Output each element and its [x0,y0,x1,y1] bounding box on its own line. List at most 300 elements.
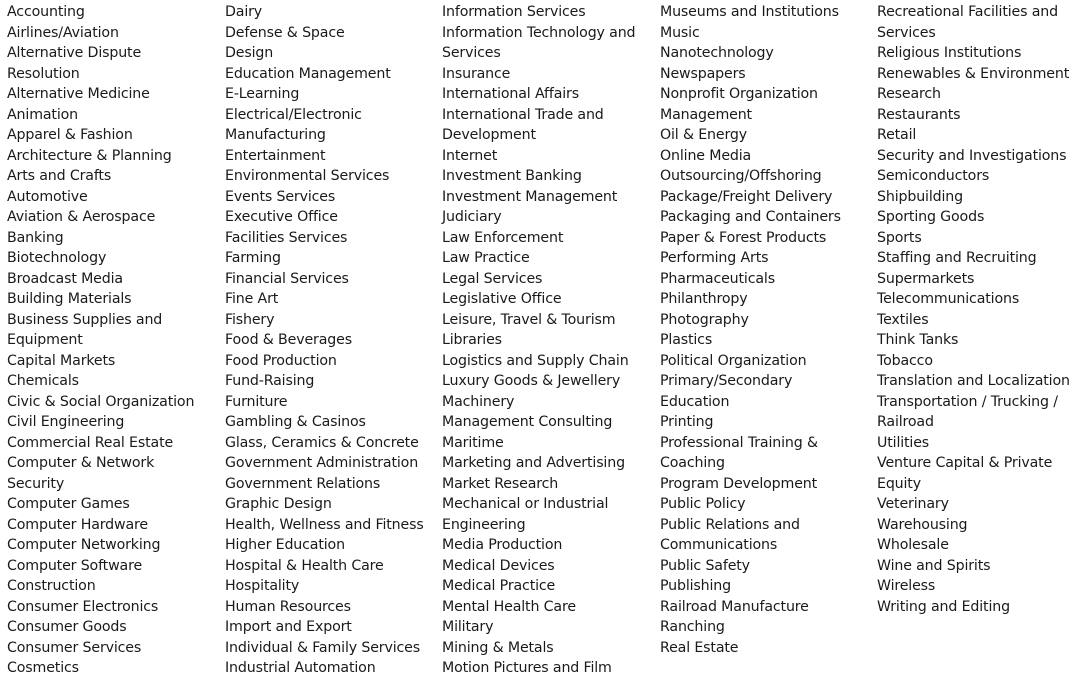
industry-item-text: Fine Art [225,291,279,307]
industry-item [442,597,635,618]
industry-item [442,64,635,85]
industry-item [660,556,841,577]
industry-item [225,474,424,495]
industry-item [877,269,1070,290]
industry-item [660,330,841,351]
industry-item-text: Veterinary [877,496,949,512]
industry-item [660,228,841,249]
industry-item-text: Machinery [442,393,515,410]
industry-item [225,494,424,515]
industry-item [7,351,194,372]
industry-item-text: Wholesale [877,537,949,553]
industry-item-text: Engineering [442,516,526,533]
industry-item-text: Consumer Goods [7,619,127,635]
industry-item-text: Research [877,86,941,102]
industry-item-text: Automotive [7,188,88,205]
industry-item-text: Dairy [225,4,263,20]
industry-item-text: Health, Wellness and Fitness [225,516,424,533]
industry-item-text: Museums and Institutions [660,4,839,20]
industry-item [7,228,194,249]
industry-item-text: Aviation & Aerospace [7,209,156,225]
industry-item-text: Executive Office [225,209,338,225]
industry-item [225,638,424,659]
industry-item [877,146,1070,167]
industry-item-text: Motion Pictures and Film [442,660,612,676]
industry-item-text: Public Policy [660,496,746,512]
industry-item-text: Transportation / Trucking / [877,393,1058,410]
industry-column-1 [7,2,194,679]
industry-item [442,84,635,105]
industry-item-text: Education [660,393,730,410]
industry-item-text: Law Enforcement [442,229,564,246]
industry-item [442,556,635,577]
industry-item [660,207,841,228]
industry-item-text: Individual & Family Services [225,639,420,656]
industry-item-text: Fishery [225,311,275,328]
industry-item-text: Civil Engineering [7,414,125,430]
industry-item-text: Coaching [660,455,725,471]
industry-item-text: Financial Services [225,270,349,287]
industry-item [877,2,1070,43]
industry-item-text: Luxury Goods & Jewellery [442,373,621,389]
industry-item-text: Industrial Automation [225,660,376,676]
industry-item-text: Utilities [877,434,930,451]
industry-item [225,146,424,167]
industry-item-text: Computer Games [7,496,130,512]
industry-item [7,2,194,23]
industry-item [442,105,635,146]
industry-item-text: Business Supplies and [7,311,163,328]
industry-item [660,166,841,187]
industry-item [660,494,841,515]
industry-item-text: Graphic Design [225,496,332,512]
industry-item-text: Hospitality [225,578,300,594]
industry-item-text: Supermarkets [877,270,975,287]
industry-item-text: Alternative Dispute [7,45,142,61]
industry-item-text: Performing Arts [660,250,769,266]
industry-item-text: Communications [660,537,778,553]
industry-item [877,289,1070,310]
industry-item-text: Computer Hardware [7,516,148,533]
industry-item-text: Computer Software [7,557,143,574]
industry-item [877,330,1070,351]
industry-item-text: Fund-Raising [225,373,315,389]
industry-item [7,289,194,310]
industry-item-text: Design [225,45,274,61]
industry-item-text: Public Relations and [660,516,800,533]
industry-item [225,289,424,310]
industry-item [442,2,635,23]
industry-item-text: Religious Institutions [877,45,1022,61]
industry-item [442,392,635,413]
industry-item [442,371,635,392]
industry-item-text: Medical Practice [442,578,556,594]
industry-item [660,64,841,85]
industry-item [225,658,424,679]
industry-item [7,535,194,556]
industry-item-text: Security and Investigations [877,147,1067,164]
industry-item-text: Arts and Crafts [7,168,112,184]
industry-column-3 [442,2,635,679]
industry-item-text: Judiciary [442,209,502,225]
industry-item [225,412,424,433]
industry-item [877,576,1070,597]
industry-item-text: Insurance [442,65,511,82]
industry-item [877,453,1070,494]
industry-item-text: Services [442,45,501,61]
industry-item [442,658,635,679]
industry-item-text: Investment Management [442,188,618,205]
industry-item-text: Tobacco [877,352,933,369]
industry-item [225,248,424,269]
industry-item [442,638,635,659]
industry-item-text: Outsourcing/Offshoring [660,168,822,184]
industry-item-text: Human Resources [225,598,351,615]
industry-item-text: Gambling & Casinos [225,414,366,430]
industry-item-text: Facilities Services [225,229,348,246]
industry-item [442,617,635,638]
industry-item [225,453,424,474]
industry-item-text: Alternative Medicine [7,86,150,102]
industry-item [877,494,1070,515]
industry-item [660,515,841,556]
industry-item-text: Investment Banking [442,168,582,184]
industry-item-text: Management [660,106,752,123]
industry-item-text: Public Safety [660,557,750,574]
industry-item [660,2,841,23]
industry-item-text: Wine and Spirits [877,557,991,574]
industry-item [225,617,424,638]
industry-item-text: Events Services [225,188,336,205]
industry-item [877,597,1070,618]
industry-item-text: Higher Education [225,537,345,553]
industry-item [660,597,841,618]
industry-item-text: Farming [225,250,281,266]
industry-column-4 [660,2,841,658]
industry-item-text: Resolution [7,65,80,82]
industry-item-text: Commercial Real Estate [7,434,174,451]
industry-item [660,474,841,495]
industry-item [442,23,635,64]
industry-item-text: Computer Networking [7,537,161,553]
industry-item-text: Services [877,24,936,41]
industry-item-text: Wireless [877,578,936,594]
industry-item [7,556,194,577]
industry-item-text: Civic & Social Organization [7,393,195,410]
industry-item-text: Warehousing [877,516,968,533]
industry-item [877,166,1070,187]
industry-item-text: Marketing and Advertising [442,455,625,471]
industry-item [442,228,635,249]
industry-item [7,207,194,228]
industry-item [225,351,424,372]
industry-item [877,351,1070,372]
industry-item [877,187,1070,208]
industry-item [660,433,841,474]
industry-item-text: Glass, Ceramics & Concrete [225,434,419,451]
industry-item [225,433,424,454]
industry-item-text: Defense & Space [225,24,345,41]
industry-item-text: Nanotechnology [660,45,774,61]
industry-item-text: Market Research [442,475,559,492]
industry-item [877,371,1070,392]
industry-item [225,228,424,249]
industry-item-text: Law Practice [442,250,530,266]
industry-item [7,576,194,597]
industry-item [225,2,424,23]
industry-column-5 [877,2,1070,617]
industry-item [442,310,635,331]
industry-item [7,638,194,659]
industry-item-text: Animation [7,106,78,123]
industry-item [225,64,424,85]
industry-item [7,392,194,413]
industry-item-text: Architecture & Planning [7,147,172,164]
industry-item-text: Mechanical or Industrial [442,496,609,512]
industry-item [442,289,635,310]
industry-item [7,453,194,494]
industry-item [225,330,424,351]
industry-item-text: Security [7,475,65,492]
industry-item [225,207,424,228]
industry-item [7,146,194,167]
industry-item [877,515,1070,536]
industry-item [660,310,841,331]
industry-item-text: International Trade and [442,106,604,123]
industry-item [225,556,424,577]
industry-item-text: Logistics and Supply Chain [442,352,629,369]
industry-item-text: Education Management [225,65,391,82]
industry-item-text: Entertainment [225,147,326,164]
industry-item [442,351,635,372]
industry-item [660,351,841,372]
industry-item [660,125,841,146]
industry-item-text: Airlines/Aviation [7,24,119,41]
industry-item-text: Renewables & Environment [877,65,1070,82]
industry-item-text: Building Materials [7,291,132,307]
industry-item-text: Capital Markets [7,352,116,369]
industry-item [877,125,1070,146]
industry-item-text: Translation and Localization [877,373,1070,389]
industry-item-text: International Affairs [442,86,579,102]
industry-item-text: Internet [442,147,498,164]
industry-item-text: Information Services [442,4,586,20]
industry-item [442,433,635,454]
industry-item-text: Pharmaceuticals [660,270,775,287]
industry-item-text: Development [442,127,536,143]
industry-item [442,412,635,433]
industry-item-text: Publishing [660,578,732,594]
industry-item [7,23,194,44]
industry-column-2 [225,2,424,679]
industry-item [225,187,424,208]
industry-item [660,23,841,44]
industry-item [877,433,1070,454]
industry-item-text: Government Administration [225,455,419,471]
industry-item-text: Package/Freight Delivery [660,188,833,205]
industry-item-text: Plastics [660,332,713,348]
industry-item-text: Consumer Electronics [7,598,159,615]
industry-item [877,535,1070,556]
industry-item [660,371,841,412]
industry-item [225,269,424,290]
industry-item-text: Shipbuilding [877,188,963,205]
industry-item [7,187,194,208]
industry-item [442,207,635,228]
industry-item [225,392,424,413]
industry-item [442,474,635,495]
industry-item [7,658,194,679]
industry-item [442,146,635,167]
industry-item-text: Electrical/Electronic [225,106,362,123]
industry-item [877,392,1070,433]
industry-item [225,23,424,44]
industry-item [660,289,841,310]
industry-item-text: Cosmetics [7,660,79,676]
industry-item [877,84,1070,105]
industry-item [442,453,635,474]
industry-item-text: Newspapers [660,65,746,82]
industry-item [7,166,194,187]
industry-item-text: Nonprofit Organization [660,86,818,102]
industry-item [442,330,635,351]
industry-item [442,269,635,290]
industry-item-text: Government Relations [225,475,381,492]
industry-item [660,187,841,208]
industry-item [225,371,424,392]
industry-item-text: Semiconductors [877,168,990,184]
industry-item [225,166,424,187]
industry-item-text: Consumer Services [7,639,142,656]
industry-item-text: Program Development [660,475,818,492]
industry-item [660,43,841,64]
industry-item-text: Maritime [442,434,504,451]
industry-item [7,43,194,84]
industry-item-text: Political Organization [660,352,807,369]
industry-item [225,576,424,597]
industry-item [7,515,194,536]
industry-item-text: Equity [877,475,921,492]
industry-item [660,617,841,638]
industry-item-text: Venture Capital & Private [877,455,1053,471]
industry-item-text: Management Consulting [442,414,613,430]
industry-item [442,576,635,597]
industry-item-text: Biotechnology [7,250,107,266]
industry-item-text: Real Estate [660,639,739,656]
industry-item-text: Environmental Services [225,168,390,184]
industry-item-text: Furniture [225,393,288,410]
industry-item [877,248,1070,269]
industry-item [225,597,424,618]
industry-item-text: Packaging and Containers [660,209,841,225]
industry-item-text: Think Tanks [877,332,959,348]
industry-item-text: Manufacturing [225,127,326,143]
industry-item-text: Textiles [877,311,929,328]
industry-item-text: Mental Health Care [442,598,576,615]
industry-item-text: Media Production [442,537,563,553]
industry-item-text: Writing and Editing [877,598,1010,615]
industry-item [7,125,194,146]
industry-item-text: Construction [7,578,96,594]
industry-item [442,166,635,187]
industry-item [877,556,1070,577]
industry-item-text: Music [660,24,700,41]
industry-item [877,64,1070,85]
industry-item-text: Telecommunications [877,291,1020,307]
industry-item [660,269,841,290]
industry-item-text: Leisure, Travel & Tourism [442,311,616,328]
industry-item-text: Professional Training & [660,434,818,451]
industry-item-text: Photography [660,311,749,328]
industry-item-text: Information Technology and [442,24,636,41]
industry-item [7,494,194,515]
industry-item-text: Sports [877,229,922,246]
industry-item-text: Import and Export [225,619,352,635]
industry-item-text: Primary/Secondary [660,373,793,389]
industry-item-text: Mining & Metals [442,639,554,656]
industry-item-text: Banking [7,229,64,246]
industry-item [877,207,1070,228]
industry-item-text: Food Production [225,352,337,369]
industry-item [225,105,424,146]
industry-item-text: Equipment [7,332,83,348]
industry-item [660,412,841,433]
industry-item [877,228,1070,249]
industry-item-text: Paper & Forest Products [660,229,827,246]
industry-item [442,187,635,208]
industry-item-text: Recreational Facilities and [877,4,1058,20]
industry-item [442,248,635,269]
industry-item [660,146,841,167]
industry-item [442,494,635,535]
industry-item-text: Printing [660,414,714,430]
industry-item [442,535,635,556]
industry-item-text: Accounting [7,4,85,20]
industry-item-text: Computer & Network [7,455,155,471]
industry-item-text: Restaurants [877,106,961,123]
industry-item-text: Staffing and Recruiting [877,250,1037,266]
industry-item-text: Railroad Manufacture [660,598,809,615]
industry-item [7,84,194,105]
industry-item-text: Retail [877,127,917,143]
industry-item-text: E-Learning [225,86,300,102]
industry-item [7,371,194,392]
industry-item-text: Military [442,619,494,635]
industry-item-text: Chemicals [7,373,79,389]
industry-item-text: Hospital & Health Care [225,557,384,574]
industry-item [7,269,194,290]
industry-item [7,248,194,269]
industry-item [660,84,841,125]
industry-item [7,412,194,433]
industry-item-text: Railroad [877,414,934,430]
industry-item-text: Philanthropy [660,291,748,307]
industry-item-text: Sporting Goods [877,209,985,225]
industry-item [7,617,194,638]
industry-item-text: Food & Beverages [225,332,352,348]
industry-item [225,310,424,331]
industry-item [7,433,194,454]
industry-item-text: Medical Devices [442,557,555,574]
industry-item [225,43,424,64]
industry-item [877,105,1070,126]
industry-item [660,638,841,659]
industry-item-text: Ranching [660,619,725,635]
industry-item [660,248,841,269]
industry-item [7,597,194,618]
industry-item [877,43,1070,64]
industry-item [660,576,841,597]
